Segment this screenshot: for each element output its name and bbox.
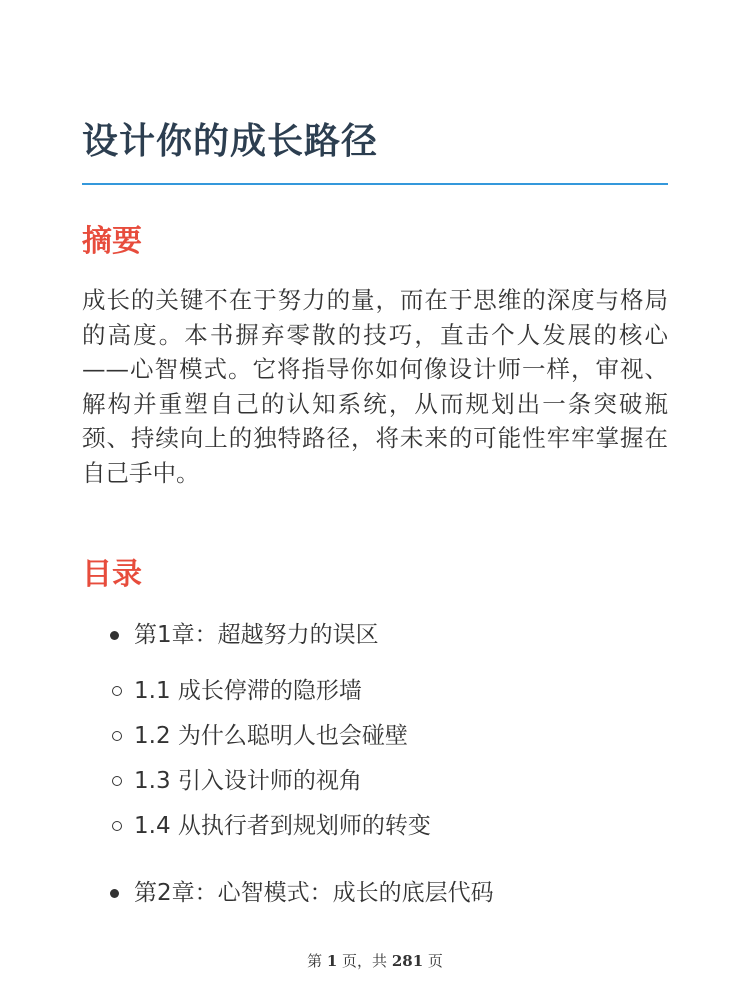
bullet-circle-icon [112,776,122,786]
toc-heading: 目录 [82,557,142,592]
toc-section-1-4[interactable] [82,809,668,854]
abstract-heading: 摘要 [82,224,142,259]
section-label: 1.1 成长停滞的隐形墙 [134,678,362,704]
bullet-circle-icon [112,731,122,741]
chapter-label: 第1章：超越努力的误区 [134,622,379,648]
total-pages: 281 [391,952,424,970]
page-footer [0,950,750,972]
title-divider [82,183,668,185]
chapter-label: 第2章：心智模式：成长的底层代码 [134,880,494,906]
toc-section-1-2[interactable] [82,719,668,764]
toc-section-1-1[interactable] [82,674,668,719]
abstract-text: 成长的关键不在于努力的量，而在于思维的深度与格局的高度。本书摒弃零散的技巧，直击个人发展的核心——心智模式。它将指导你如何像设计师一样，审视、解构并重塑自己的认知系统，从而规划出一条突破瓶颈、持续向上的独特路径，将未来的可能性牢牢掌握在自己手中。 [82,286,668,487]
section-label: 1.2 为什么聪明人也会碰壁 [134,723,408,749]
section-label: 1.3 引入设计师的视角 [134,768,362,794]
document-title: 设计你的成长路径 [82,121,379,162]
section-list [82,674,668,854]
footer-prefix: 第 [307,952,327,970]
footer-suffix: 页 [423,952,443,970]
toc-chapter-1-sections [82,674,668,854]
table-of-contents [82,618,668,910]
current-page-number: 1 [326,952,338,970]
toc-chapter-1[interactable] [82,618,668,652]
section-label: 1.4 从执行者到规划师的转变 [134,813,431,839]
bullet-circle-icon [112,686,122,696]
toc-section-1-3[interactable] [82,764,668,809]
bullet-disc-icon [110,889,119,898]
footer-middle: 页，共 [337,952,392,970]
bullet-disc-icon [110,631,119,640]
bullet-circle-icon [112,821,122,831]
toc-chapter-2[interactable] [82,876,668,910]
